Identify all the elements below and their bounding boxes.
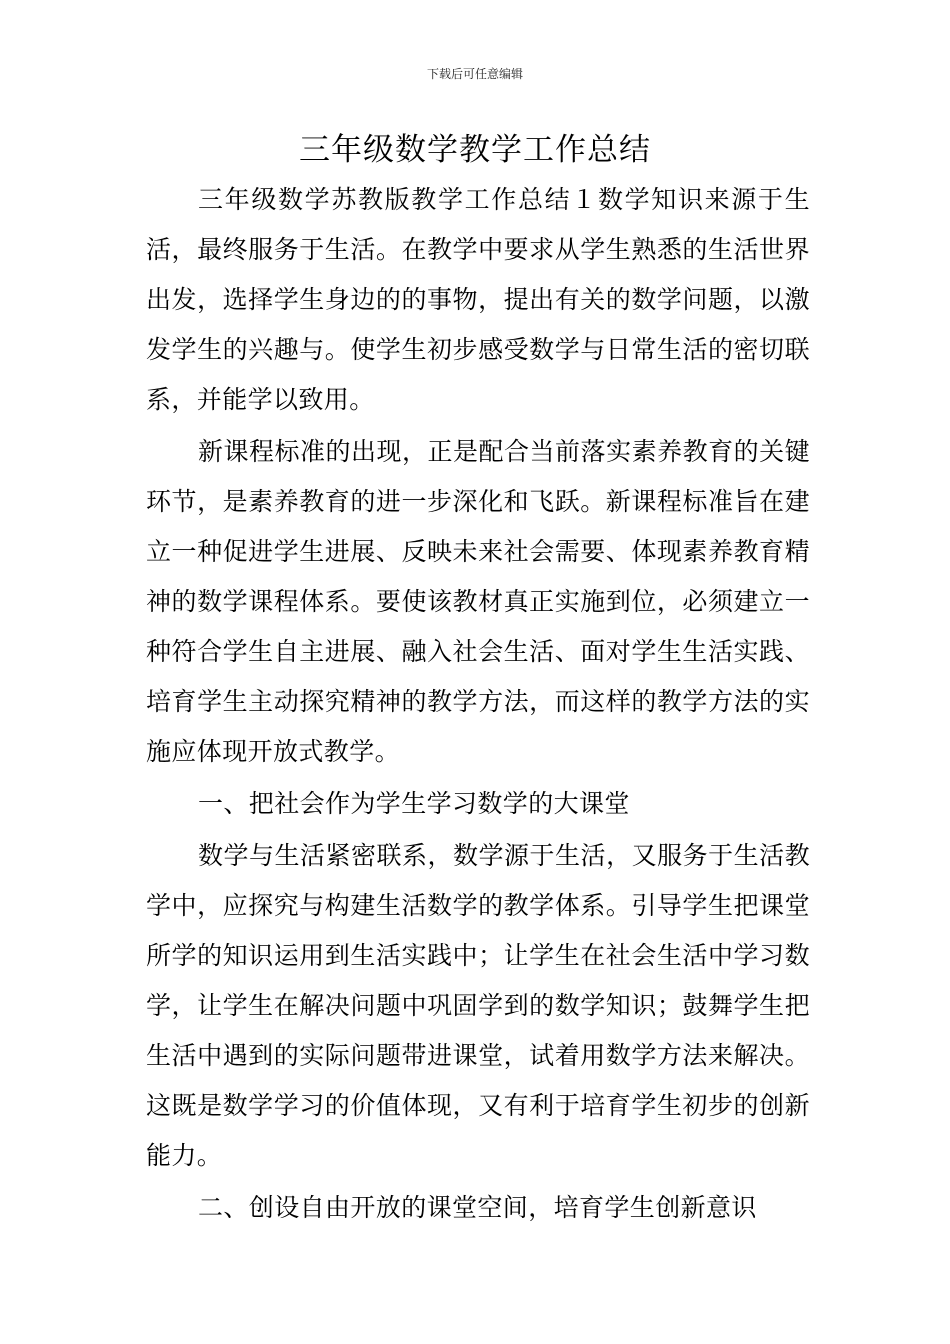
paragraph-new-curriculum: 新课程标准的出现，正是配合当前落实素养教育的关键环节，是素养教育的进一步深化和飞跃。新课程标准旨在建立一种促进学生进展、反映未来社会需要、体现素养教育精神的数学课程体系。要使该教材真正实施到位，必须建立一种符合学生自主进展、融入社会生活、面对学生生活实践、培育学生主动探究精神的教学方法，而这样的教学方法的实施应体现开放式教学。 — [146, 437, 810, 766]
document-body — [146, 175, 810, 1233]
header-note: 下载后可任意编辑 — [426, 67, 523, 81]
paragraph-intro: 三年级数学苏教版教学工作总结１数学知识来源于生活，最终服务于生活。在教学中要求从学生熟悉的生活世界出发，选择学生身边的的事物，提出有关的数学问题，以激发学生的兴趣与。使学生初步感受数学与日常生活的密切联系，并能学以致用。 — [146, 185, 810, 414]
document-title: 三年级数学教学工作总结 — [299, 132, 651, 168]
paragraph-math-and-life: 数学与生活紧密联系，数学源于生活，又服务于生活教学中，应探究与构建生活数学的教学体系。引导学生把课堂所学的知识运用到生活实践中；让学生在社会生活中学习数学，让学生在解决问题中巩固学到的数学知识；鼓舞学生把生活中遇到的实际问题带进课堂，试着用数学方法来解决。这既是数学学习的价值体现，又有利于培育学生初步的创新能力。 — [146, 841, 810, 1170]
section-heading-one: 一、把社会作为学生学习数学的大课堂 — [198, 789, 630, 818]
section-heading-two: 二、创设自由开放的课堂空间，培育学生创新意识 — [198, 1193, 757, 1222]
